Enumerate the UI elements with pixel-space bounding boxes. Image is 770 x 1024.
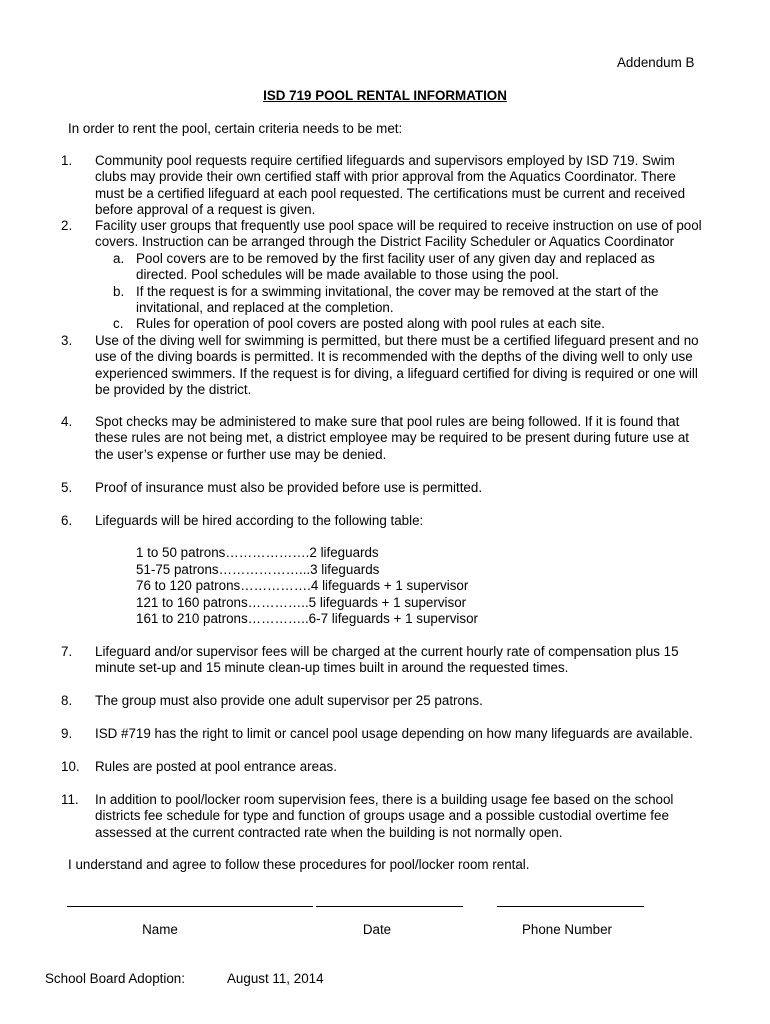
- item-number: 10.: [61, 759, 80, 774]
- table-row: 1 to 50 patrons……………….2 lifeguards: [136, 545, 379, 560]
- table-row: 51-75 patrons………………...3 lifeguards: [136, 562, 380, 577]
- item-text: Lifeguard and/or supervisor fees will be charged at the current hourly rate of compensation plus 15 minute set-up and 15 minute clean-up times built in around the requested times.: [95, 644, 679, 676]
- subitem-label: c.: [113, 316, 124, 331]
- item-number: 7.: [61, 644, 73, 659]
- name-label: Name: [142, 922, 178, 937]
- item-number: 2.: [61, 218, 73, 233]
- agreement-text: I understand and agree to follow these procedures for pool/locker room rental.: [68, 857, 530, 872]
- subitem-text: If the request is for a swimming invitational, the cover may be removed at the start of the invitational, and replaced at the completion.: [136, 284, 659, 316]
- item-number: 5.: [61, 480, 73, 495]
- document-title: ISD 719 POOL RENTAL INFORMATION: [263, 88, 507, 103]
- item-number: 3.: [61, 333, 73, 348]
- item-number: 1.: [61, 153, 73, 168]
- item-text: Spot checks may be administered to make sure that pool rules are being followed. If it is found that these rules are not being met, a district employee may be required to be present during future use at the user’s expense or further use may be denied.: [95, 414, 689, 462]
- adoption-label: School Board Adoption:: [45, 971, 185, 986]
- item-number: 8.: [61, 693, 73, 708]
- item-text: Lifeguards will be hired according to the following table:: [95, 513, 424, 528]
- subitem-label: a.: [113, 251, 125, 266]
- intro-text: In order to rent the pool, certain criteria needs to be met:: [68, 121, 403, 136]
- name-signature-line[interactable]: [67, 906, 313, 907]
- item-text: Use of the diving well for swimming is permitted, but there must be a certified lifeguard present and no use of the diving boards is permitted. It is recommended with the depths of the diving well to only use experienced swimmers. If the request is for diving, a lifeguard certified for diving is required or one will be provided by the district.: [95, 333, 699, 398]
- item-text: Facility user groups that frequently use pool space will be required to receive instruction on use of pool covers. Instruction can be arranged through the District Facility Scheduler or Aquatics Coordinator: [95, 218, 702, 250]
- item-number: 6.: [61, 513, 73, 528]
- phone-label: Phone Number: [521, 922, 613, 937]
- item-number: 4.: [61, 414, 73, 429]
- table-row: 121 to 160 patrons…………..5 lifeguards + 1 supervisor: [136, 595, 467, 610]
- addendum-label: Addendum B: [617, 55, 695, 70]
- table-row: 161 to 210 patrons…………..6-7 lifeguards + 1 supervisor: [136, 611, 479, 626]
- date-signature-line[interactable]: [316, 906, 463, 907]
- item-number: 11.: [61, 792, 79, 807]
- subitem-text: Pool covers are to be removed by the first facility user of any given day and replaced as directed. Pool schedules will be made available to those using the pool.: [136, 251, 655, 283]
- item-text: Proof of insurance must also be provided before use is permitted.: [95, 480, 483, 495]
- table-row: 76 to 120 patrons…………….4 lifeguards + 1 supervisor: [136, 578, 469, 593]
- item-text: The group must also provide one adult supervisor per 25 patrons.: [95, 693, 483, 708]
- phone-signature-line[interactable]: [497, 906, 644, 907]
- item-number: 9.: [61, 726, 73, 741]
- subitem-text: Rules for operation of pool covers are posted along with pool rules at each site.: [136, 316, 605, 331]
- date-label: Date: [362, 922, 392, 937]
- subitem-label: b.: [113, 284, 125, 299]
- adoption-date: August 11, 2014: [227, 971, 324, 986]
- item-text: Rules are posted at pool entrance areas.: [95, 759, 337, 774]
- item-text: In addition to pool/locker room supervision fees, there is a building usage fee based on the school districts fee schedule for type and function of groups usage and a possible custodial overtime fee assessed at the current contracted rate when the building is not normally open.: [95, 792, 674, 840]
- item-text: Community pool requests require certified lifeguards and supervisors employed by ISD 719. Swim clubs may provide their own certified staff with prior approval from the Aquatics Coordinator. There must be a certified lifeguard at each pool requested. The certifications must be current and received before approval of a request is given.: [95, 153, 686, 218]
- item-text: ISD #719 has the right to limit or cancel pool usage depending on how many lifeguards are available.: [95, 726, 693, 741]
